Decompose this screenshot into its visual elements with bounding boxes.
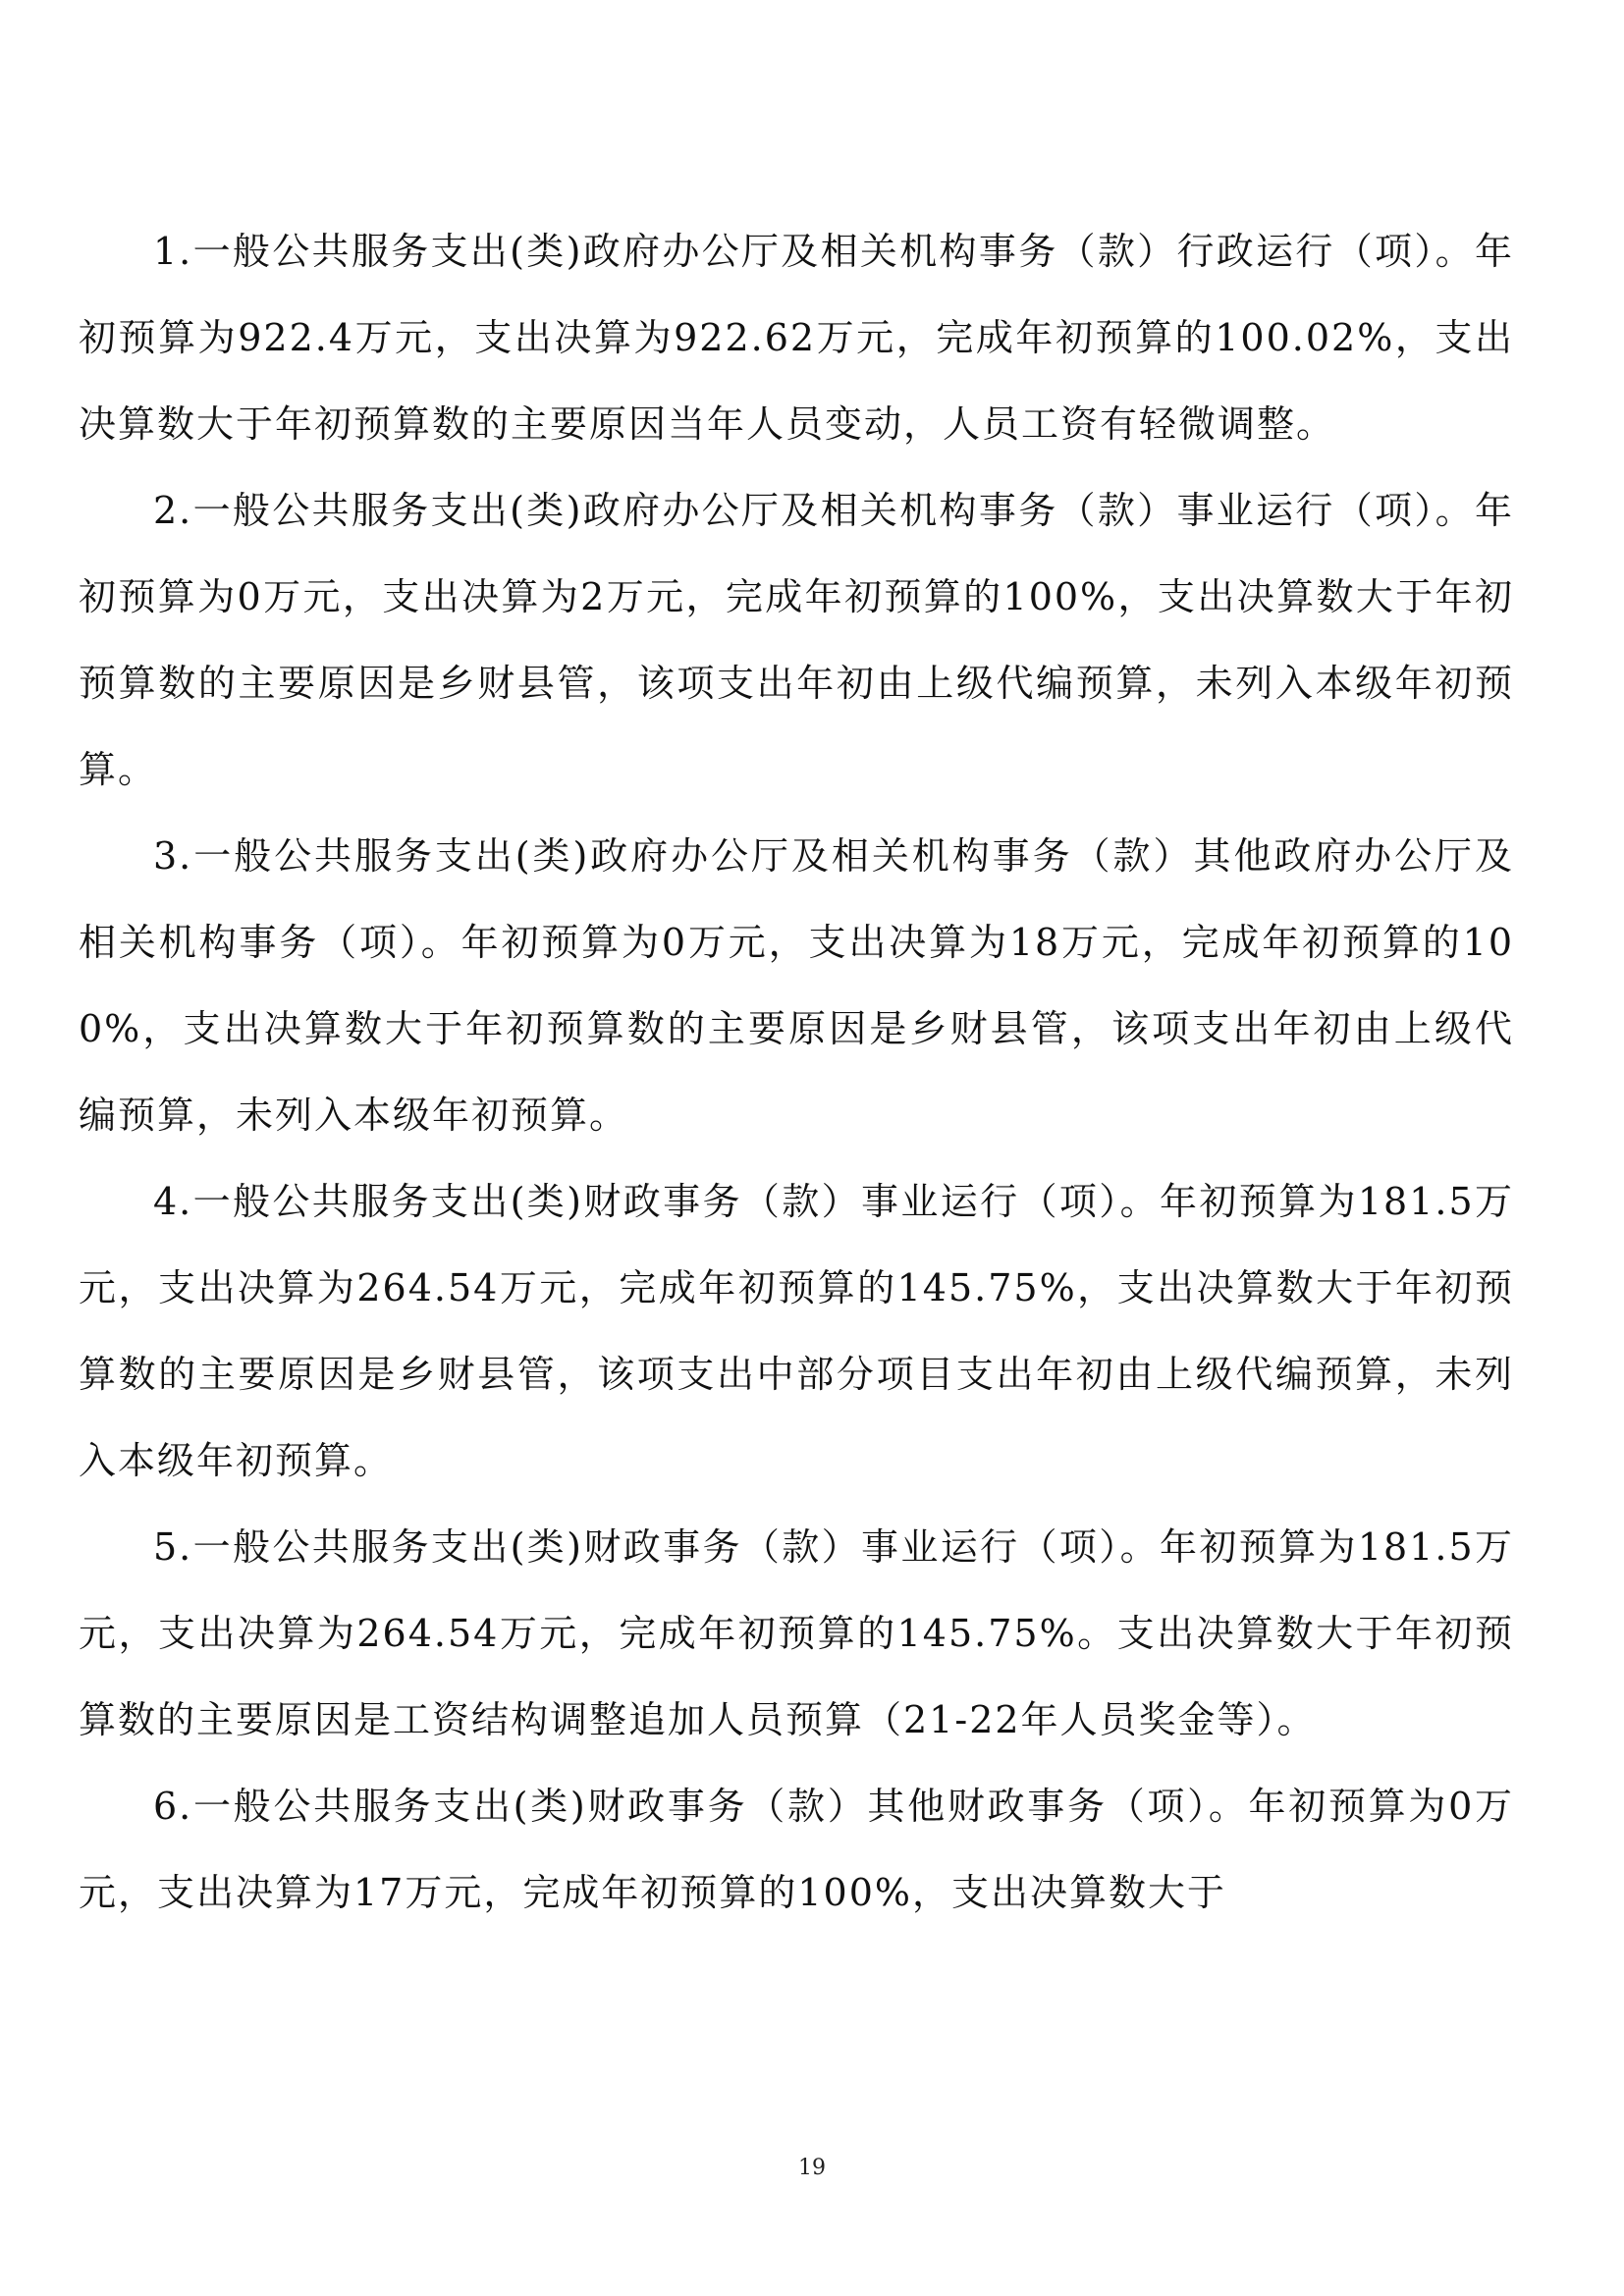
paragraph-2: 2.一般公共服务支出(类)政府办公厅及相关机构事务（款）事业运行（项）。年初预算为0万元，支出决算为2万元，完成年初预算的100%，支出决算数大于年初预算数的主要原因是乡财县管，该项支出年初由上级代编预算，未列入本级年初预算。 xyxy=(79,489,1514,791)
paragraph-3: 3.一般公共服务支出(类)政府办公厅及相关机构事务（款）其他政府办公厅及相关机构事务（项）。年初预算为0万元，支出决算为18万元，完成年初预算的100%，支出决算数大于年初预算数的主要原因是乡财县管，该项支出年初由上级代编预算，未列入本级年初预算。 xyxy=(79,834,1514,1137)
document-body xyxy=(79,208,1514,1936)
page-number: 19 xyxy=(798,2156,826,2180)
paragraph-4: 4.一般公共服务支出(类)财政事务（款）事业运行（项）。年初预算为181.5万元，支出决算为264.54万元，完成年初预算的145.75%，支出决算数大于年初预算数的主要原因是乡财县管，该项支出中部分项目支出年初由上级代编预算，未列入本级年初预算。 xyxy=(79,1180,1514,1482)
paragraph-1: 1.一般公共服务支出(类)政府办公厅及相关机构事务（款）行政运行（项）。年初预算为922.4万元，支出决算为922.62万元，完成年初预算的100.02%，支出决算数大于年初预算数的主要原因当年人员变动，人员工资有轻微调整。 xyxy=(79,230,1514,446)
paragraph-5: 5.一般公共服务支出(类)财政事务（款）事业运行（项）。年初预算为181.5万元，支出决算为264.54万元，完成年初预算的145.75%。支出决算数大于年初预算数的主要原因是工资结构调整追加人员预算（21-22年人员奖金等）。 xyxy=(79,1525,1514,1741)
paragraph-6: 6.一般公共服务支出(类)财政事务（款）其他财政事务（项）。年初预算为0万元，支出决算为17万元，完成年初预算的100%，支出决算数大于 xyxy=(79,1785,1514,1914)
